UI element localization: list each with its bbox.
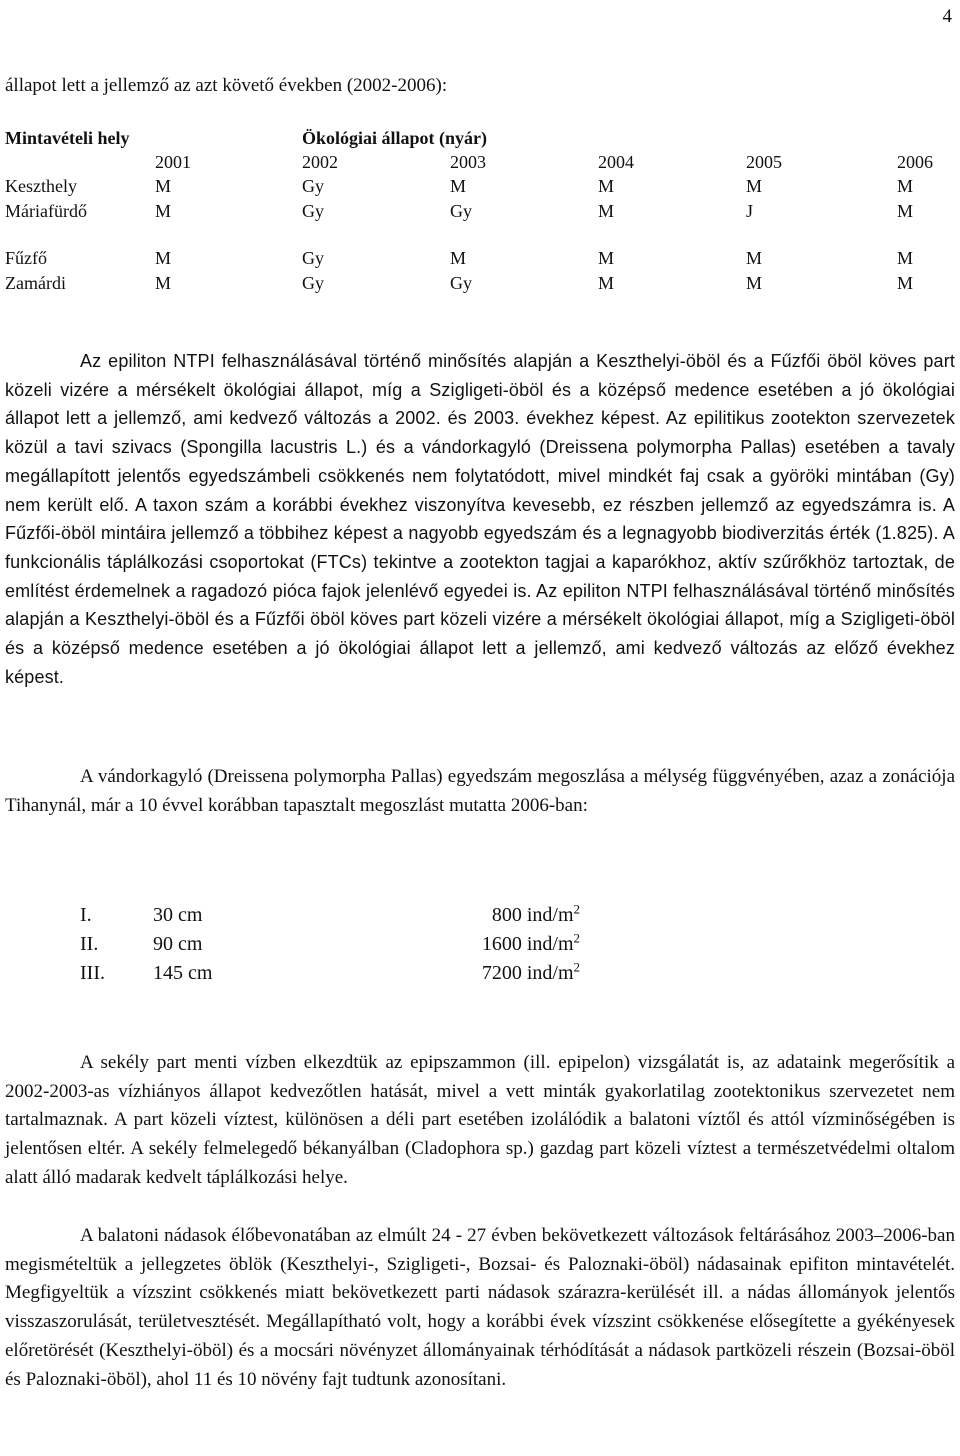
state-cell: Gy — [302, 176, 324, 196]
year-header: 2005 — [746, 152, 782, 172]
state-cell: M — [897, 201, 914, 221]
state-cell: M — [155, 273, 172, 293]
year-header: 2002 — [302, 152, 338, 172]
year-header: 2004 — [598, 152, 634, 172]
state-cell: M — [598, 176, 615, 196]
zone-number: III. — [80, 962, 105, 984]
zone-number: II. — [80, 933, 99, 955]
year-header: 2003 — [450, 152, 486, 172]
year-header: 2001 — [155, 152, 191, 172]
zone-depth: 145 cm — [153, 962, 213, 984]
site-name: Fűzfő — [5, 248, 47, 268]
state-cell: M — [746, 273, 763, 293]
site-name: Zamárdi — [5, 273, 66, 293]
zone-depth: 90 cm — [153, 933, 203, 955]
state-cell: M — [897, 248, 914, 268]
header-ecological-state: Ökológiai állapot (nyár) — [302, 128, 488, 148]
zone-density: 1600 ind/$m^2$ — [481, 930, 580, 955]
zone-number: I. — [80, 904, 92, 926]
state-cell: M — [746, 176, 763, 196]
zone-density: 7200 ind/$m^2$ — [481, 959, 580, 984]
site-name: Keszthely — [5, 176, 77, 196]
state-cell: Gy — [302, 248, 324, 268]
paragraph-epipsammon: A sekély part menti vízben elkezdtük az epipszammon (ill. epipelon) vizsgálatát is, az adataink megerősítik a 2002-2003-as vízhiányos állapot kedvezőtlen hatását, mivel a vett minták gyakorlatilag zootektonikus szervezetet nem tartalmaznak. A part közeli víztest, különösen a déli part esetében izolálódik a balatoni víztől és attól vízminőségében is jelentősen eltér. A sekély felmelegedő békanyálban (Cladophora sp.) gazdag part közeli víztest a természetvédelmi oltalom alatt álló madarak kedvelt táplálkozási helye. — [5, 1052, 955, 1188]
page-number: 4 — [942, 6, 952, 27]
site-name: Máriafürdő — [5, 201, 87, 221]
intro-line: állapot lett a jellemző az azt követő években (2002-2006): — [5, 75, 448, 96]
state-cell: M — [155, 248, 172, 268]
year-header: 2006 — [897, 152, 933, 172]
state-cell: Gy — [302, 201, 324, 221]
state-cell: M — [897, 176, 914, 196]
state-cell: M — [598, 248, 615, 268]
state-cell: M — [598, 273, 615, 293]
zone-depth: 30 cm — [153, 904, 203, 926]
depth-row — [80, 959, 580, 992]
paragraph-zebra-mussel: A vándorkagyló (Dreissena polymorpha Pallas) egyedszám megoszlása a mélység függvényében, azaz a zonációja Tihanynál, már a 10 évvel korábban tapasztalt megoszlást mutatta 2006-ban: — [5, 766, 955, 816]
state-cell: Gy — [450, 273, 472, 293]
state-cell: M — [450, 248, 467, 268]
state-cell: J — [746, 201, 754, 221]
depth-row — [80, 930, 580, 963]
state-cell: M — [450, 176, 467, 196]
state-cell: Gy — [302, 273, 324, 293]
state-cell: Gy — [450, 201, 472, 221]
header-sampling-site: Mintavételi hely — [5, 128, 130, 148]
depth-row — [80, 901, 580, 934]
paragraph-reed-beds: A balatoni nádasok élőbevonatában az elmúlt 24 - 27 évben bekövetkezett változások feltárásához 2003–2006-ban megismételtük a jellegzetes öblök (Keszthelyi-, Szigligeti-, Bozsai- és Paloznaki-öböl) nádasainak epifiton mintavételét. Megfigyeltük a vízszint csökkenés miatt bekövetkezett parti nádasok szárazra-kerülését ill. a nádas állományok jelentős visszaszorulását, területvesztését. Megállapítható volt, hogy a korábbi évek vízszint csökkenése elősegítette a gyékényesek előretörését (Keszthelyi-öböl) és a mocsári növényzet állományainak térhódítását a nádasok partközeli részein (Bozsai-öböl és Paloznaki-öböl), ahol 11 és 10 növény fajt tudtunk azonosítani. — [5, 1225, 955, 1390]
state-cell: M — [746, 248, 763, 268]
state-cell: M — [155, 176, 172, 196]
zone-density: 800 ind/$m^2$ — [491, 901, 580, 926]
state-cell: M — [155, 201, 172, 221]
state-cell: M — [598, 201, 615, 221]
state-cell: M — [897, 273, 914, 293]
paragraph-epiliton: Az epiliton NTPI felhasználásával történő minősítés alapján a Keszthelyi-öböl és a Fűzfői öböl köves part közeli vizére a mérsékelt ökológiai állapot, míg a Szigligeti-öböl és a középső medence esetében a jó ökológiai állapot lett a jellemző, ami kedvező változás a 2002. és 2003. évekhez képest. Az epilitikus zootekton szervezetek közül a tavi szivacs (Spongilla lacustris L.) és a vándorkagyló (Dreissena polymorpha Pallas) esetében a tavaly megállapított jelentős egyedszámbeli csökkenés nem folytatódott, mivel mindkét faj csak a györöki mintában (Gy) nem került elő. A taxon szám a korábbi évekhez viszonyítva kevesebb, ez részben jellemző az egyedszámra is. A Fűzfői-öböl mintáira jellemző a többihez képest a nagyobb egyedszám és a legnagyobb biodiverzitás érték (1.825). A funkcionális táplálkozási csoportokat (FTCs) tekintve a zootekton tagjai a kaparókhoz, aktív szűrőkhöz tartoztak, de említést érdemelnek a ragadozó pióca fajok jelenlévő egyedei is. Az epiliton NTPI felhasználásával történő minősítés alapján a Keszthelyi-öböl és a Fűzfői öböl köves part közeli vizére a mérsékelt ökológiai állapot, míg a Szigligeti-öböl és a középső medence esetében a jó ökológiai állapot lett a jellemző, ami kedvező változás az előző évekhez képest. — [5, 351, 955, 687]
